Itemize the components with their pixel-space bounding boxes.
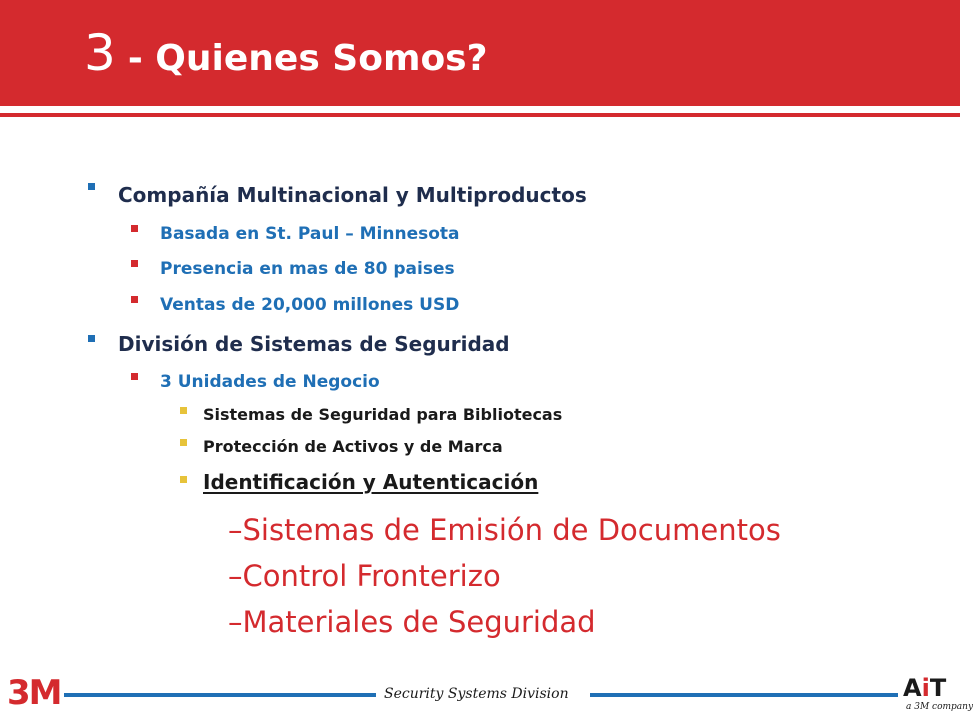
bullet-security-division: División de Sistemas de Seguridad [118,332,510,356]
ait-logo-i: i [921,674,930,702]
bullet-sales: Ventas de 20,000 millones USD [160,295,460,315]
item-document-issuance: –Sistemas de Emisión de Documentos [228,513,781,547]
footer-rule-right [590,693,898,697]
bullet-multinational: Compañía Multinacional y Multiproductos [118,183,587,207]
ait-logo-subtitle: a 3M company [906,702,973,712]
square-bullet-icon [180,476,187,483]
bullet-library-systems: Sistemas de Seguridad para Bibliotecas [203,405,563,424]
bullet-business-units: 3 Unidades de Negocio [160,372,380,392]
item-security-materials: –Materiales de Seguridad [228,605,596,639]
bullet-asset-protection: Protección de Activos y de Marca [203,437,503,456]
square-bullet-icon [131,373,138,380]
slide-title-number: 3 [84,24,116,82]
bullet-st-paul: Basada en St. Paul – Minnesota [160,224,460,244]
bullet-identification: Identificación y Autenticación [203,470,539,494]
item-border-control: –Control Fronterizo [228,559,501,593]
title-rule [0,113,960,117]
bullet-presence: Presencia en mas de 80 paises [160,259,455,279]
slide-title-text: - Quienes Somos? [127,38,488,79]
3m-logo: 3M [7,673,61,713]
square-bullet-icon [180,439,187,446]
square-bullet-icon [88,183,95,190]
square-bullet-icon [88,335,95,342]
footer-division: Security Systems Division [384,686,569,702]
square-bullet-icon [131,225,138,232]
square-bullet-icon [180,407,187,414]
ait-logo-t: T [929,674,947,702]
ait-logo-a: A [903,674,922,702]
square-bullet-icon [131,260,138,267]
ait-logo [903,676,946,700]
slide-title [84,24,488,82]
square-bullet-icon [131,296,138,303]
footer-rule-left [64,693,376,697]
